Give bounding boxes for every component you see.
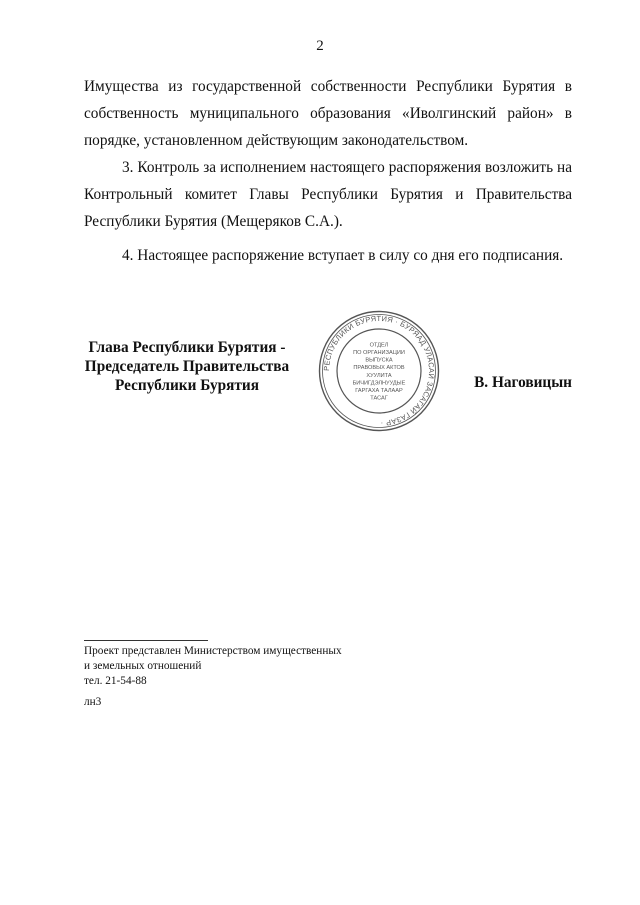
signatory-name: В. Наговицын bbox=[474, 374, 572, 391]
footnote-divider bbox=[84, 640, 208, 641]
seal-center-line: БИЧИГДЭЛНУУДЫЕ bbox=[352, 380, 406, 387]
footnote bbox=[84, 644, 342, 689]
seal-center-line: ВЫПУСКА bbox=[365, 357, 393, 364]
signatory-title bbox=[72, 338, 302, 395]
signatory-title-line: Республики Бурятия bbox=[114, 377, 260, 394]
document-code: лн3 bbox=[84, 696, 102, 708]
seal-center-line: ХУУЛИТА bbox=[366, 372, 392, 379]
seal-center-line: ПО ОРГАНИЗАЦИИ bbox=[353, 350, 405, 356]
signatory-title-line: Председатель Правительства bbox=[84, 358, 290, 375]
signatory-title-line: Глава Республики Бурятия - bbox=[88, 339, 286, 356]
seal-center-line: ОТДЕЛ bbox=[369, 342, 389, 349]
footnote-phone: тел. 21-54-88 bbox=[84, 675, 147, 687]
paragraph-continuation: Имущества из государственной собственности Республики Бурятия в собственность муниципального образования «Иволгинский район» в порядке, установленном действующим законодательством. bbox=[84, 78, 572, 149]
seal-outer-text: РЕСПУБЛИКИ БУРЯТИЯ · БУРЯАД УЛАСАЙ ЗАСАГАЙ ГАЗАР · bbox=[321, 313, 437, 428]
paragraph-control: 3. Контроль за исполнением настоящего распоряжения возложить на Контрольный комитет Главы Республики Бурятия и Правительства Республики Бурятия (Мещеряков С.А.). bbox=[84, 159, 572, 230]
page-number: 2 bbox=[316, 38, 324, 54]
paragraph-effective-date: 4. Настоящее распоряжение вступает в силу со дня его подписания. bbox=[122, 247, 564, 264]
seal-center-line: ГАРГАХА ТАЛААР bbox=[355, 388, 403, 394]
footnote-line: и земельных отношений bbox=[84, 660, 202, 672]
seal-center-line: ПРАВОВЫХ АКТОВ bbox=[353, 365, 405, 372]
footnote-line: Проект представлен Министерством имущественных bbox=[84, 645, 342, 657]
official-seal-stamp bbox=[318, 310, 440, 432]
seal-center-line: ТАСАГ bbox=[370, 395, 388, 402]
